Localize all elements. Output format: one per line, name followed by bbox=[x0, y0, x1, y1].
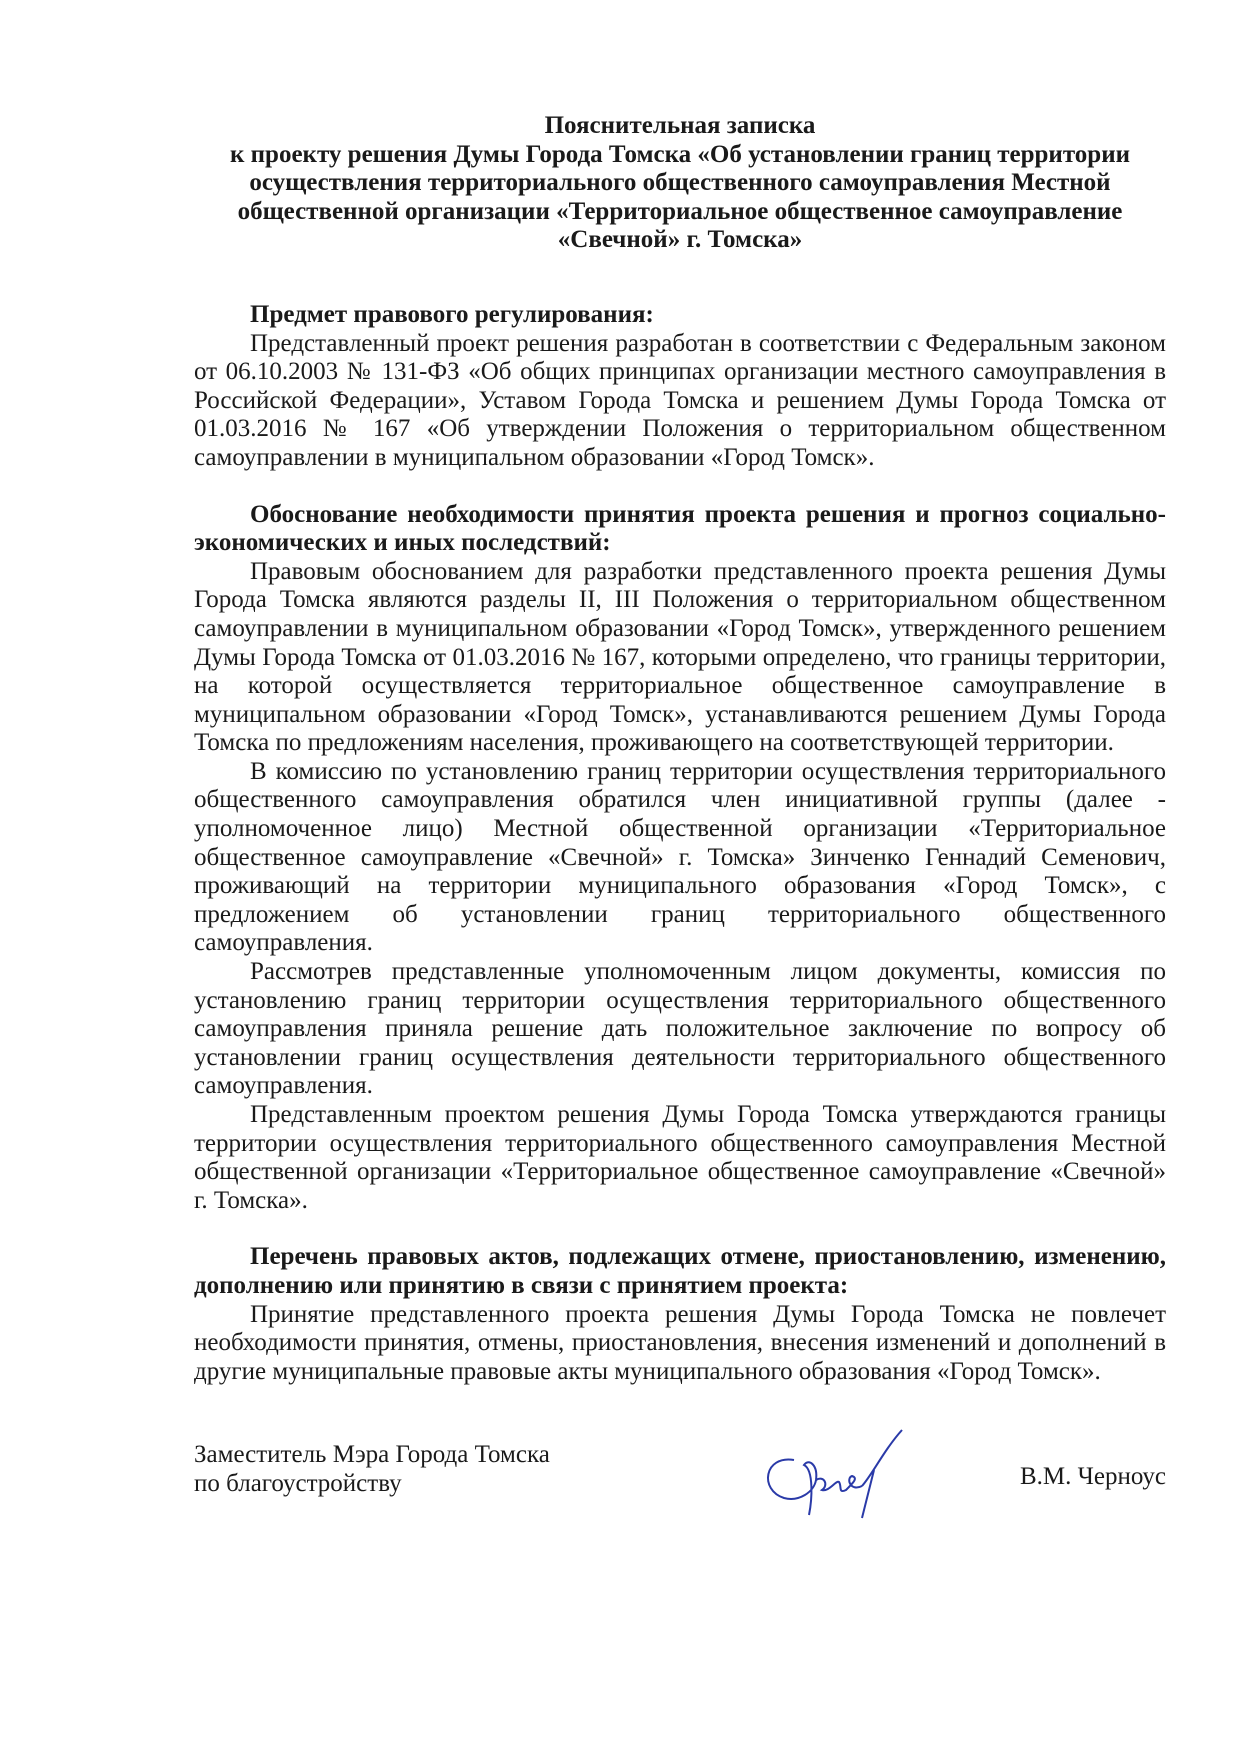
paragraph: Представленным проектом решения Думы Города Томска утверждаются границы территории осуществления территориального общественного самоуправления Местной общественной организации «Территориальное общественное самоуправление «Свечной» г. Томска». bbox=[194, 1101, 1166, 1214]
position-line: по благоустройству bbox=[194, 1470, 402, 1497]
title-line: осуществления территориального общественного самоуправления Местной bbox=[249, 169, 1111, 197]
position-line: Заместитель Мэра Города Томска bbox=[194, 1441, 550, 1468]
section-heading: Обоснование необходимости принятия проекта решения и прогноз социально-экономических и иных последствий: bbox=[194, 500, 1166, 557]
title-line: «Свечной» г. Томска» bbox=[557, 226, 803, 254]
section-subject bbox=[194, 301, 1166, 473]
signatory-name: В.М. Черноус bbox=[1019, 1463, 1166, 1490]
title-line: общественной организации «Территориальное общественное самоуправление bbox=[237, 197, 1123, 225]
paragraph: В комиссию по установлению границ территории осуществления территориального общественного самоуправления обратился член инициативной группы (далее - уполномоченное лицо) Местной общественной организации «Территориальное общественное самоуправление «Свечной» г. Томска» Зинченко Геннадий Семенович, проживающий на территории муниципального образования «Город Томск», с предложением об установлении границ территориального общественного самоуправления. bbox=[194, 757, 1166, 957]
title-line: Пояснительная записка bbox=[544, 112, 816, 139]
handwritten-signature bbox=[754, 1420, 924, 1520]
title-line: к проекту решения Думы Города Томска «Об установлении границ территории bbox=[230, 140, 1130, 168]
document-title bbox=[182, 112, 1178, 255]
document-page bbox=[194, 112, 1166, 1386]
paragraph: Рассмотрев представленные уполномоченным лицом документы, комиссия по установлению границ территории осуществления территориального общественного самоуправления приняла решение дать положительное заключение по вопросу об установлении границ осуществления деятельности территориального общественного самоуправления. bbox=[194, 958, 1166, 1100]
paragraph: Правовым обоснованием для разработки представленного проекта решения Думы Города Томска являются разделы II, III Положения о территориальном общественном самоуправлении в муниципальном образовании «Город Томск», утвержденного решением Думы Города Томска от 01.03.2016 № 167, которыми определено, что границы территории, на которой осуществляется территориальное общественное самоуправление в муниципальном образовании «Город Томск», устанавливаются решением Думы Города Томска по предложениям населения, проживающего на соответствующей территории. bbox=[194, 557, 1166, 757]
paragraph: Принятие представленного проекта решения Думы Города Томска не повлечет необходимости принятия, отмены, приостановления, внесения изменений и дополнений в другие муниципальные правовые акты муниципального образования «Город Томск». bbox=[194, 1300, 1166, 1385]
section-legal-acts bbox=[194, 1243, 1166, 1386]
paragraph: Представленный проект решения разработан в соответствии с Федеральным законом от 06.10.2003 № 131-ФЗ «Об общих принципах организации местного самоуправления в Российской Федерации», Уставом Города Томска и решением Думы Города Томска от 01.03.2016 № 167 «Об утверждении Положения о территориальном общественном самоуправлении в муниципальном образовании «Город Томск». bbox=[194, 329, 1166, 471]
section-justification bbox=[194, 501, 1166, 1216]
signatory-position bbox=[194, 1440, 550, 1498]
section-heading: Предмет правового регулирования: bbox=[250, 300, 654, 328]
section-heading: Перечень правовых актов, подлежащих отмене, приостановлению, изменению, дополнению или принятию в связи с принятием проекта: bbox=[194, 1243, 1166, 1299]
